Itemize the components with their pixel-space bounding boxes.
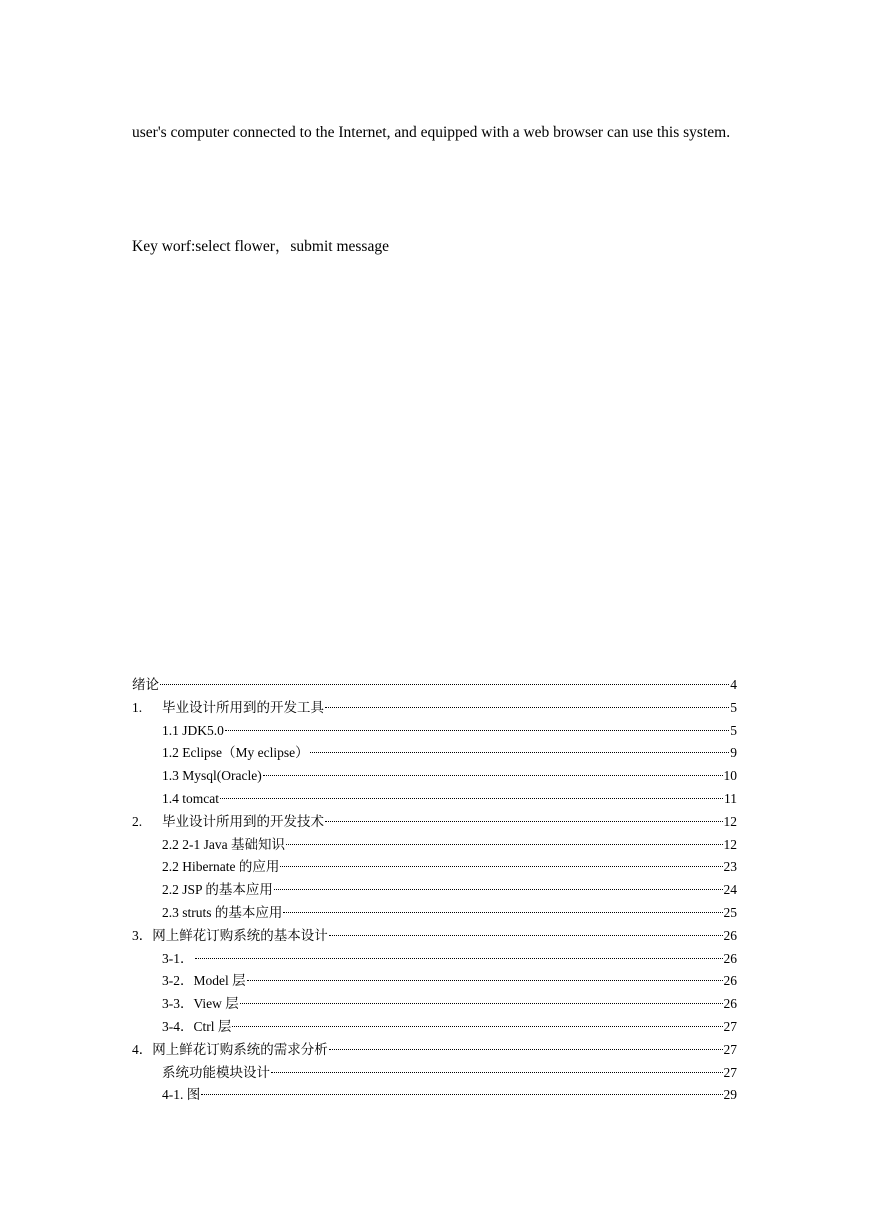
toc-entry-title: 3-2．Model 层 bbox=[162, 973, 246, 989]
toc-entry-page: 27 bbox=[723, 1064, 737, 1080]
toc-entry[interactable] bbox=[132, 674, 737, 697]
toc-entry-page: 26 bbox=[723, 927, 737, 943]
toc-leader-dots bbox=[329, 1048, 723, 1050]
toc-entry[interactable] bbox=[132, 925, 737, 948]
toc-entry-page: 5 bbox=[730, 699, 737, 715]
toc-leader-dots bbox=[240, 1002, 723, 1004]
table-of-contents bbox=[132, 674, 737, 1107]
toc-entry[interactable] bbox=[132, 879, 737, 902]
toc-entry-title: 3-3．View 层 bbox=[162, 996, 239, 1012]
toc-entry-number: 1. bbox=[132, 699, 143, 715]
toc-entry-title: 绪论 bbox=[132, 677, 159, 692]
toc-leader-dots bbox=[286, 843, 723, 845]
toc-entry-title: 3．网上鲜花订购系统的基本设计 bbox=[132, 927, 328, 943]
toc-entry-page: 11 bbox=[724, 790, 737, 806]
toc-entry[interactable] bbox=[132, 1062, 737, 1085]
toc-entry-page: 4 bbox=[730, 677, 737, 692]
toc-leader-dots bbox=[201, 1093, 722, 1095]
toc-leader-dots bbox=[195, 957, 723, 959]
toc-entry-title: 2.2 Hibernate 的应用 bbox=[162, 859, 280, 875]
toc-entry-title: 毕业设计所用到的开发技术 bbox=[162, 813, 324, 829]
toc-entry[interactable] bbox=[132, 788, 737, 811]
toc-entry-title: 1.2 Eclipse（My eclipse） bbox=[162, 745, 309, 761]
toc-entry-page: 9 bbox=[730, 745, 737, 761]
toc-entry-page: 27 bbox=[723, 1018, 737, 1034]
toc-entry-page: 26 bbox=[723, 996, 737, 1012]
toc-entry[interactable] bbox=[132, 856, 737, 879]
toc-entry[interactable] bbox=[132, 811, 737, 834]
toc-entry-title: 3-4．Ctrl 层 bbox=[162, 1018, 232, 1034]
toc-entry-page: 23 bbox=[723, 859, 737, 875]
toc-leader-dots bbox=[220, 797, 723, 799]
toc-entry[interactable] bbox=[132, 1039, 737, 1062]
toc-entry-page: 12 bbox=[723, 813, 737, 829]
toc-leader-dots bbox=[263, 774, 723, 776]
abstract-paragraph: user's computer connected to the Internet, and equipped with a web browser can use this system. bbox=[132, 123, 731, 141]
toc-entry-number: 2. bbox=[132, 813, 143, 829]
toc-entry-page: 26 bbox=[723, 950, 737, 966]
toc-leader-dots bbox=[232, 1025, 722, 1027]
toc-leader-dots bbox=[325, 706, 729, 708]
toc-entry[interactable] bbox=[132, 902, 737, 925]
toc-entry-page: 10 bbox=[723, 768, 737, 784]
toc-leader-dots bbox=[329, 934, 723, 936]
keywords-line: Key worf:select flower，submit message bbox=[132, 237, 389, 255]
toc-entry-title: 3-1． bbox=[162, 950, 194, 966]
toc-entry-page: 27 bbox=[723, 1041, 737, 1057]
toc-entry-title: 1.4 tomcat bbox=[162, 790, 219, 806]
toc-entry[interactable] bbox=[132, 834, 737, 857]
toc-leader-dots bbox=[280, 865, 722, 867]
toc-entry[interactable] bbox=[132, 697, 737, 720]
toc-entry-title: 4．网上鲜花订购系统的需求分析 bbox=[132, 1041, 328, 1057]
toc-entry[interactable] bbox=[132, 948, 737, 971]
toc-entry-page: 24 bbox=[723, 882, 737, 898]
toc-entry-page: 26 bbox=[723, 973, 737, 989]
toc-entry-page: 5 bbox=[730, 722, 737, 738]
toc-leader-dots bbox=[325, 820, 723, 822]
toc-entry[interactable] bbox=[132, 742, 737, 765]
toc-leader-dots bbox=[283, 911, 722, 913]
toc-entry-title: 4-1. 图 bbox=[162, 1087, 201, 1103]
toc-entry-page: 25 bbox=[723, 904, 737, 920]
toc-leader-dots bbox=[247, 979, 723, 981]
toc-entry-title: 毕业设计所用到的开发工具 bbox=[162, 699, 324, 715]
toc-entry-title: 系统功能模块设计 bbox=[162, 1064, 270, 1080]
toc-leader-dots bbox=[271, 1071, 723, 1073]
toc-entry-title: 2.2 JSP 的基本应用 bbox=[162, 882, 273, 898]
toc-entry[interactable] bbox=[132, 993, 737, 1016]
toc-entry[interactable] bbox=[132, 970, 737, 993]
toc-entry-title: 1.3 Mysql(Oracle) bbox=[162, 768, 262, 784]
toc-entry-title: 2.3 struts 的基本应用 bbox=[162, 904, 283, 920]
toc-entry-title: 1.1 JDK5.0 bbox=[162, 722, 224, 738]
toc-leader-dots bbox=[160, 683, 729, 685]
toc-entry[interactable] bbox=[132, 1016, 737, 1039]
toc-leader-dots bbox=[274, 888, 723, 890]
toc-entry[interactable] bbox=[132, 765, 737, 788]
toc-leader-dots bbox=[310, 751, 730, 753]
toc-entry[interactable] bbox=[132, 1084, 737, 1107]
toc-entry-page: 29 bbox=[723, 1087, 737, 1103]
toc-leader-dots bbox=[225, 729, 729, 731]
toc-entry-page: 12 bbox=[723, 836, 737, 852]
toc-entry[interactable] bbox=[132, 720, 737, 743]
toc-entry-title: 2.2 2-1 Java 基础知识 bbox=[162, 836, 285, 852]
